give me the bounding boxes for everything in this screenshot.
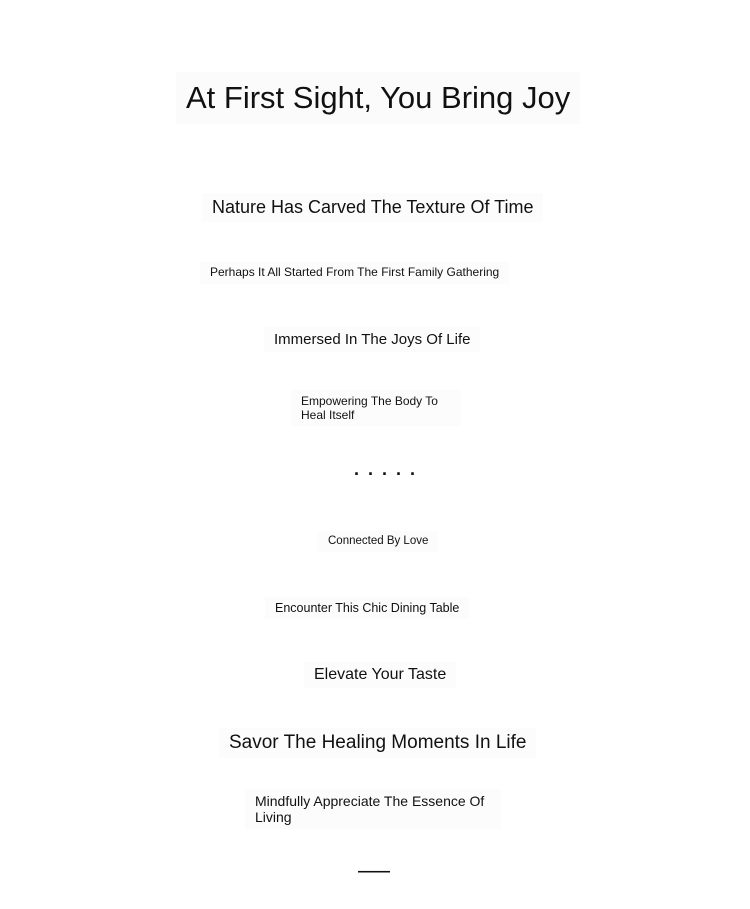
text-line-joys-of-life: Immersed In The Joys Of Life [264, 327, 480, 352]
text-line-elevate-taste: Elevate Your Taste [304, 662, 456, 688]
dash-divider: —— [358, 863, 390, 880]
text-line-heal-itself: Empowering The Body To Heal Itself [291, 390, 461, 426]
text-line-family-gathering: Perhaps It All Started From The First Family Gathering [200, 262, 509, 284]
ellipsis-divider: . . . . . [354, 459, 418, 479]
text-line-nature: Nature Has Carved The Texture Of Time [202, 193, 543, 222]
page-title: At First Sight, You Bring Joy [176, 72, 580, 124]
text-line-connected-by-love: Connected By Love [318, 531, 438, 552]
text-line-healing-moments: Savor The Healing Moments In Life [219, 728, 536, 758]
text-line-dining-table: Encounter This Chic Dining Table [265, 597, 469, 619]
text-line-essence-of-living: Mindfully Appreciate The Essence Of Living [245, 789, 501, 829]
